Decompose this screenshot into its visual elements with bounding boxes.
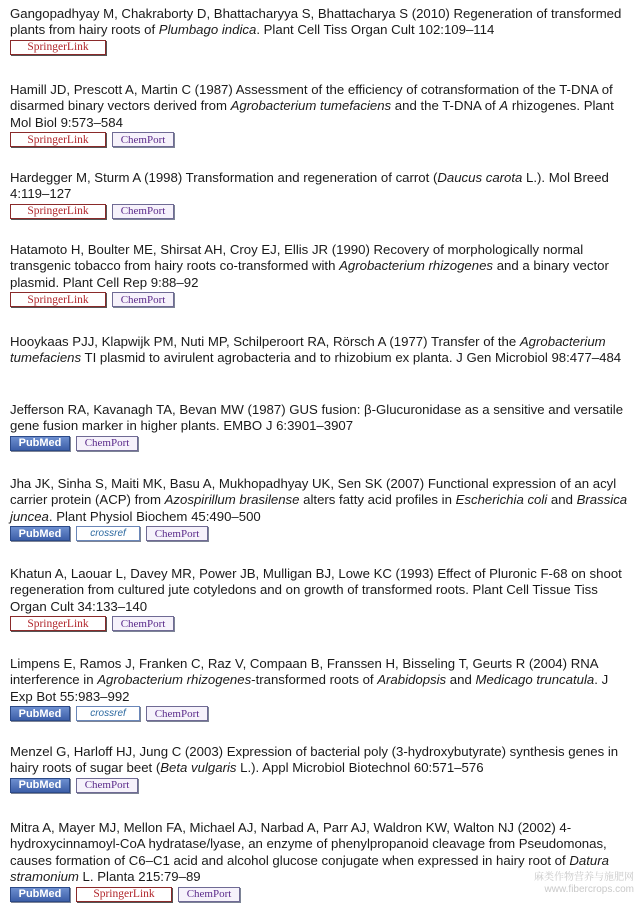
reference-entry [10, 82, 634, 149]
crossref-link-button[interactable]: crossref [76, 706, 140, 721]
reference-segment: Hamill JD, Prescott A, Martin C (1987) Assessment of the efficiency of cotransformation of the T-DNA of disarmed binary vectors derived from [10, 82, 613, 114]
reference-segment: and [446, 672, 476, 688]
species-name: Azospirillum brasilense [164, 492, 300, 508]
link-button-row [10, 706, 634, 723]
pubmed-link-button[interactable]: PubMed [10, 778, 70, 793]
watermark-title: 麻类作物营养与施肥网 [534, 872, 634, 883]
reference-text [10, 566, 634, 615]
species-name: Agrobacterium rhizogenes [339, 258, 494, 274]
reference-segment: TI plasmid to avirulent agrobacteria and to rhizobium ex planta. J Gen Microbiol 98:477–484 [81, 350, 622, 366]
reference-segment: . J Exp Bot 55:983–992 [10, 672, 609, 704]
species-name: Agrobacterium tumefaciens [10, 334, 606, 366]
chemport-link-button[interactable]: ChemPort [178, 887, 240, 902]
crossref-link-button[interactable]: crossref [76, 526, 140, 541]
springer-link-button[interactable]: SpringerLink [76, 887, 172, 902]
reference-segment: rhizogenes. Plant Mol Biol 9:573–584 [10, 98, 614, 130]
species-name: Arabidopsis [377, 672, 447, 688]
pubmed-link-button[interactable]: PubMed [10, 526, 70, 541]
link-button-row [10, 526, 634, 543]
species-name: Beta vulgaris [160, 760, 237, 776]
reference-segment: Jha JK, Sinha S, Maiti MK, Basu A, Mukhopadhyay UK, Sen SK (2007) Functional expression of an acyl carrier protein (ACP) from [10, 476, 617, 508]
reference-entry [10, 476, 634, 543]
reference-segment: L.). Appl Microbiol Biotechnol 60:571–576 [236, 760, 484, 776]
springer-link-button[interactable]: SpringerLink [10, 292, 106, 307]
reference-text [10, 82, 634, 131]
reference-segment: . Plant Cell Tiss Organ Cult 102:109–114 [256, 22, 495, 38]
reference-entry [10, 6, 634, 57]
reference-text [10, 6, 634, 39]
reference-segment: Limpens E, Ramos J, Franken C, Raz V, Compaan B, Franssen H, Bisseling T, Geurts R (2004) RNA interference in [10, 656, 598, 688]
species-name: Brassica juncea [10, 492, 628, 524]
reference-entry [10, 402, 634, 453]
link-button-row [10, 204, 634, 221]
species-name: A [499, 98, 509, 114]
link-button-row [10, 436, 634, 453]
reference-entry [10, 566, 634, 633]
pubmed-link-button[interactable]: PubMed [10, 436, 70, 451]
reference-entry [10, 656, 634, 723]
reference-segment: alters fatty acid profiles in [299, 492, 456, 508]
chemport-link-button[interactable]: ChemPort [112, 616, 174, 631]
reference-segment: Hatamoto H, Boulter ME, Shirsat AH, Croy EJ, Ellis JR (1990) Recovery of morphologically normal transgenic tobacco from hairy roots co-transformed with [10, 242, 584, 274]
watermark [534, 872, 634, 896]
chemport-link-button[interactable]: ChemPort [76, 436, 138, 451]
reference-segment: L.). Mol Breed 4:119–127 [10, 170, 609, 202]
reference-entry [10, 744, 634, 795]
reference-entry [10, 334, 634, 367]
chemport-link-button[interactable]: ChemPort [112, 292, 174, 307]
species-name: Escherichia coli [455, 492, 548, 508]
springer-link-button[interactable]: SpringerLink [10, 40, 106, 55]
reference-segment: L. Planta 215:79–89 [78, 869, 201, 885]
chemport-link-button[interactable]: ChemPort [146, 706, 208, 721]
reference-text [10, 744, 634, 777]
reference-segment: Hardegger M, Sturm A (1998) Transformation and regeneration of carrot ( [10, 170, 438, 185]
reference-segment: Khatun A, Laouar L, Davey MR, Power JB, Mulligan BJ, Lowe KC (1993) Effect of Pluronic F-68 on shoot regeneration from cultured jute cotyledons and on growth of transformed roots. Plant Cell Tissue Tiss Organ Cult 34:133–140 [10, 566, 622, 614]
reference-text [10, 402, 634, 435]
reference-segment: and a binary vector plasmid. Plant Cell Rep 9:88–92 [10, 258, 609, 290]
reference-text [10, 656, 634, 705]
chemport-link-button[interactable]: ChemPort [112, 204, 174, 219]
reference-text [10, 334, 634, 367]
reference-segment: . Plant Physiol Biochem 45:490–500 [48, 508, 261, 524]
reference-segment: Mitra A, Mayer MJ, Mellon FA, Michael AJ, Narbad A, Parr AJ, Waldron KW, Walton NJ (2002) 4-hydroxycinnamoyl-CoA hydratase/lyase, an enzyme of phenylpropanoid cleavage from Pseudomonas, causes formation of C6–C1 acid and alcohol glucose conjugate when expressed in hairy root of [10, 820, 607, 868]
species-name: Datura stramonium [10, 852, 609, 885]
reference-segment: Menzel G, Harloff HJ, Jung C (2003) Expression of bacterial poly (3-hydroxybutyrate) synthesis genes in hairy roots of sugar beet ( [10, 744, 619, 776]
springer-link-button[interactable]: SpringerLink [10, 132, 106, 147]
chemport-link-button[interactable]: ChemPort [76, 778, 138, 793]
species-name: Agrobacterium tumefaciens [230, 98, 392, 114]
reference-text [10, 476, 634, 525]
pubmed-link-button[interactable]: PubMed [10, 887, 70, 902]
chemport-link-button[interactable]: ChemPort [146, 526, 208, 541]
springer-link-button[interactable]: SpringerLink [10, 616, 106, 631]
reference-segment: Hooykaas PJJ, Klapwijk PM, Nuti MP, Schilperoort RA, Rörsch A (1977) Transfer of the [10, 334, 520, 349]
reference-segment: and [547, 492, 577, 508]
reference-entry [10, 242, 634, 309]
species-name: Daucus carota [437, 170, 523, 185]
reference-entry [10, 170, 634, 221]
link-button-row [10, 616, 634, 633]
reference-segment: and the T-DNA of [391, 98, 500, 114]
link-button-row [10, 40, 634, 57]
watermark-url: www.fibercrops.com [544, 884, 634, 895]
reference-segment: Gangopadhyay M, Chakraborty D, Bhattacharyya S, Bhattacharya S (2010) Regeneration of transformed plants from hairy roots of [10, 6, 622, 38]
springer-link-button[interactable]: SpringerLink [10, 204, 106, 219]
reference-segment: Jefferson RA, Kavanagh TA, Bevan MW (1987) GUS fusion: β-Glucuronidase as a sensitive and versatile gene fusion marker in higher plants. EMBO J 6:3901–3907 [10, 402, 624, 434]
reference-text [10, 170, 634, 203]
species-name: Plumbago indica [158, 22, 257, 38]
species-name: Medicago truncatula [475, 672, 595, 688]
chemport-link-button[interactable]: ChemPort [112, 132, 174, 147]
species-name: Agrobacterium rhizogenes [97, 672, 252, 688]
link-button-row [10, 132, 634, 149]
pubmed-link-button[interactable]: PubMed [10, 706, 70, 721]
reference-text [10, 242, 634, 291]
link-button-row [10, 778, 634, 795]
link-button-row [10, 292, 634, 309]
reference-segment: -transformed roots of [251, 672, 378, 688]
